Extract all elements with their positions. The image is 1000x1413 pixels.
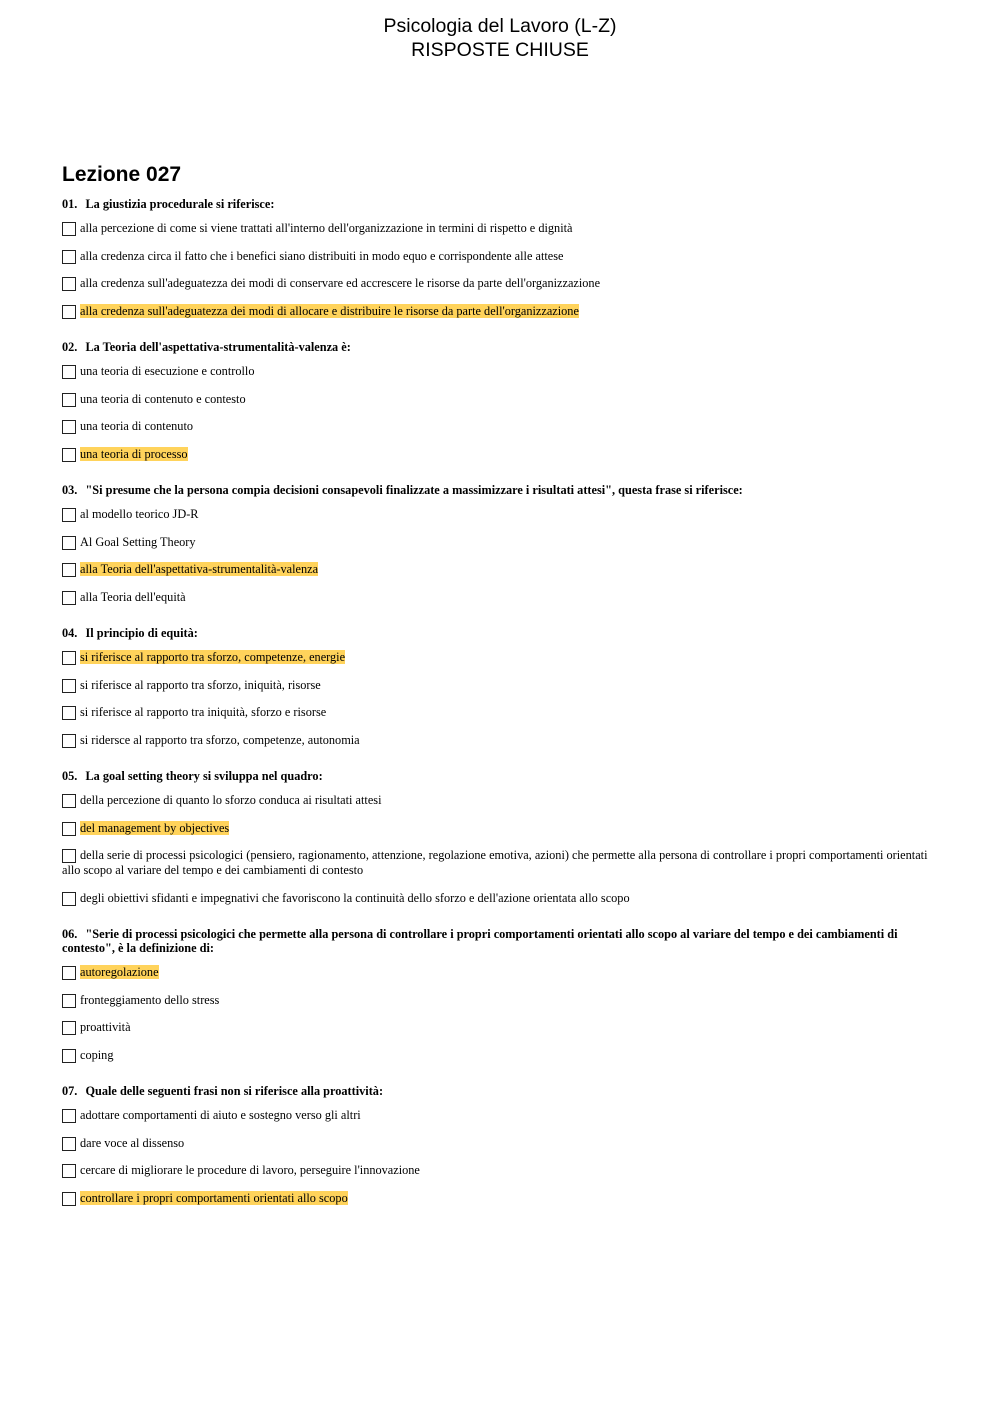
question-text: [62, 927, 932, 955]
question-number: 04.: [62, 626, 78, 640]
question-list: [62, 197, 932, 1227]
checkbox[interactable]: [62, 822, 76, 836]
answer-text: controllare i propri comportamenti orientati allo scopo: [80, 1190, 348, 1205]
answer-option: [62, 590, 932, 605]
answer-option-correct: [62, 650, 932, 665]
answer-option: [62, 1020, 932, 1035]
answer-text: alla credenza circa il fatto che i benefici siano distribuiti in modo equo e corrispondente alle attese: [80, 248, 564, 263]
answer-option: [62, 392, 932, 407]
answer-text: della percezione di quanto lo sforzo conduca ai risultati attesi: [80, 793, 382, 807]
answer-option-correct: [62, 1191, 932, 1206]
answer-text: autoregolazione: [80, 965, 159, 979]
checkbox[interactable]: [62, 892, 76, 906]
answer-text: al modello teorico JD-R: [80, 507, 199, 521]
question-label: "Serie di processi psicologici che permette alla persona di controllare i propri comportamenti orientati allo scopo al variare del tempo e dei cambiamenti di contesto", è la definizione di:: [62, 927, 898, 955]
answer-option: [62, 993, 932, 1008]
checkbox[interactable]: [62, 651, 76, 665]
answer-option: [62, 535, 932, 550]
checkbox[interactable]: [62, 563, 76, 577]
answer-text: alla Teoria dell'aspettativa-strumentalità-valenza: [80, 562, 319, 576]
question-text: [62, 340, 932, 354]
answer-option: [62, 1108, 932, 1123]
checkbox[interactable]: [62, 1049, 76, 1063]
question-text: [62, 483, 932, 497]
checkbox[interactable]: [62, 1109, 76, 1123]
answer-option-correct: [62, 821, 932, 836]
document-title: Psicologia del Lavoro (L-Z): [383, 15, 617, 37]
question-block: [62, 769, 932, 906]
checkbox[interactable]: [62, 994, 76, 1008]
answer-option: [62, 705, 932, 720]
answer-option: [62, 891, 932, 906]
answer-text: fronteggiamento dello stress: [80, 992, 220, 1007]
answer-text: una teoria di contenuto: [80, 419, 194, 433]
checkbox[interactable]: [62, 536, 76, 550]
question-text: [62, 769, 932, 783]
document-subtitle: RISPOSTE CHIUSE: [411, 39, 589, 61]
answer-option: [62, 1163, 932, 1178]
question-block: [62, 197, 932, 319]
answer-option: [62, 1136, 932, 1151]
question-number: 03.: [62, 483, 78, 497]
checkbox[interactable]: [62, 966, 76, 980]
answer-text: alla credenza sull'adeguatezza dei modi di allocare e distribuire le risorse da parte dell'organizzazione: [80, 303, 579, 318]
answer-text: proattività: [80, 1020, 131, 1034]
answer-option-correct: [62, 965, 932, 980]
question-label: Il principio di equità:: [85, 626, 198, 640]
checkbox[interactable]: [62, 794, 76, 808]
checkbox[interactable]: [62, 393, 76, 407]
checkbox[interactable]: [62, 1137, 76, 1151]
answer-text: si riferisce al rapporto tra iniquità, sforzo e risorse: [80, 705, 327, 719]
question-text: [62, 197, 932, 211]
answer-text: si riferisce al rapporto tra sforzo, iniquità, risorse: [80, 677, 321, 692]
answer-text: del management by objectives: [80, 820, 230, 835]
checkbox[interactable]: [62, 1021, 76, 1035]
answer-text: coping: [80, 1047, 114, 1062]
answer-option-correct: [62, 562, 932, 577]
checkbox[interactable]: [62, 448, 76, 462]
answer-option: [62, 364, 932, 379]
question-text: [62, 626, 932, 640]
answer-text: una teoria di contenuto e contesto: [80, 391, 246, 406]
checkbox[interactable]: [62, 250, 76, 264]
question-label: Quale delle seguenti frasi non si riferisce alla proattività:: [85, 1084, 384, 1098]
question-number: 01.: [62, 197, 78, 211]
answer-text: si ridersce al rapporto tra sforzo, competenze, autonomia: [80, 732, 360, 747]
answer-text: adottare comportamenti di aiuto e sostegno verso gli altri: [80, 1108, 361, 1122]
answer-text: della serie di processi psicologici (pensiero, ragionamento, attenzione, regolazione emotiva, azioni) che permette alla persona di controllare i propri comportamenti orientati allo scopo al variare del tempo e dei cambiamenti di contesto: [62, 848, 928, 877]
question-label: La giustizia procedurale si riferisce:: [85, 197, 275, 211]
checkbox[interactable]: [62, 305, 76, 319]
checkbox[interactable]: [62, 849, 76, 863]
page-header: [0, 14, 1000, 62]
checkbox[interactable]: [62, 222, 76, 236]
question-block: [62, 340, 932, 462]
question-block: [62, 626, 932, 748]
answer-option: [62, 249, 932, 264]
checkbox[interactable]: [62, 734, 76, 748]
answer-option: [62, 276, 932, 291]
answer-option: [62, 678, 932, 693]
question-block: [62, 483, 932, 605]
lesson-title: Lezione 027: [62, 163, 182, 186]
answer-text: dare voce al dissenso: [80, 1135, 185, 1150]
question-label: "Si presume che la persona compia decisioni consapevoli finalizzate a massimizzare i risultati attesi", questa frase si riferisce:: [85, 483, 743, 497]
answer-option-correct: [62, 447, 932, 462]
answer-option: [62, 793, 932, 808]
checkbox[interactable]: [62, 706, 76, 720]
answer-text: si riferisce al rapporto tra sforzo, competenze, energie: [80, 650, 346, 664]
checkbox[interactable]: [62, 420, 76, 434]
question-block: [62, 927, 932, 1063]
answer-text: Al Goal Setting Theory: [80, 534, 196, 549]
answer-option: [62, 221, 932, 236]
checkbox[interactable]: [62, 591, 76, 605]
question-number: 05.: [62, 769, 78, 783]
answer-option: [62, 507, 932, 522]
answer-text: alla Teoria dell'equità: [80, 589, 186, 604]
answer-text: una teoria di esecuzione e controllo: [80, 364, 255, 378]
question-label: La goal setting theory si sviluppa nel quadro:: [85, 769, 323, 783]
answer-option: [62, 1048, 932, 1063]
question-number: 02.: [62, 340, 78, 354]
question-text: [62, 1084, 932, 1098]
answer-text: alla percezione di come si viene trattati all'interno dell'organizzazione in termini di rispetto e dignità: [80, 221, 573, 235]
checkbox[interactable]: [62, 679, 76, 693]
checkbox[interactable]: [62, 277, 76, 291]
answer-option: [62, 848, 932, 878]
question-block: [62, 1084, 932, 1206]
question-number: 07.: [62, 1084, 78, 1098]
answer-option-correct: [62, 304, 932, 319]
checkbox[interactable]: [62, 365, 76, 379]
answer-text: alla credenza sull'adeguatezza dei modi di conservare ed accrescere le risorse da parte dell'organizzazione: [80, 276, 601, 290]
checkbox[interactable]: [62, 508, 76, 522]
answer-option: [62, 733, 932, 748]
answer-option: [62, 419, 932, 434]
answer-text: degli obiettivi sfidanti e impegnativi che favoriscono la continuità dello sforzo e dell'azione orientata allo scopo: [80, 890, 630, 905]
checkbox[interactable]: [62, 1192, 76, 1206]
answer-text: una teoria di processo: [80, 446, 188, 461]
checkbox[interactable]: [62, 1164, 76, 1178]
question-label: La Teoria dell'aspettativa-strumentalità-valenza è:: [85, 340, 351, 354]
answer-text: cercare di migliorare le procedure di lavoro, perseguire l'innovazione: [80, 1163, 420, 1177]
question-number: 06.: [62, 927, 78, 941]
